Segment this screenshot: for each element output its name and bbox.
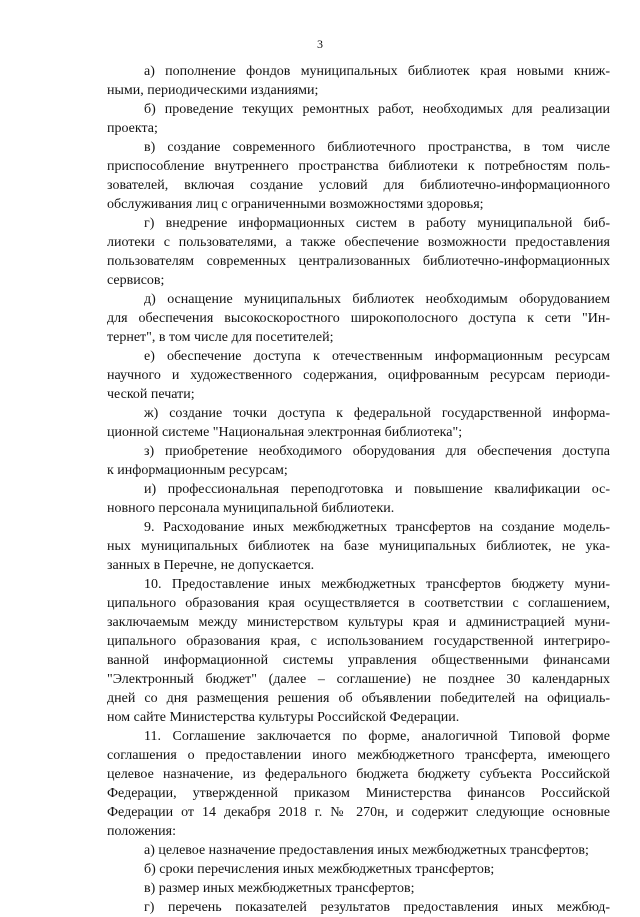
text-line: ных муниципальных библиотек на базе муниципальных библиотек, не ука-	[107, 539, 610, 554]
text-line: г) внедрение информационных систем в работу муниципальной биб-	[144, 216, 610, 231]
text-line: занных в Перечне, не допускается.	[107, 558, 315, 573]
text-line: проекта;	[107, 121, 158, 136]
text-line: 9. Расходование иных межбюджетных трансфертов на создание модель-	[144, 520, 610, 535]
text-line: ципального образования края, с использованием государственной интегриро-	[107, 634, 610, 649]
text-line: ционной системе "Национальная электронная библиотека";	[107, 425, 463, 440]
text-line: ж) создание точки доступа к федеральной государственной информа-	[144, 406, 610, 421]
text-line: ными, периодическими изданиями;	[107, 83, 319, 98]
text-line: 11. Соглашение заключается по форме, аналогичной Типовой форме	[144, 729, 610, 744]
text-line: б) сроки перечисления иных межбюджетных трансфертов;	[144, 862, 495, 877]
text-line: дней со дня размещения решения об объявлении победителей на официаль-	[107, 691, 610, 706]
text-line: для обеспечения высокоскоростного широкополосного доступа к сети "Ин-	[107, 311, 610, 326]
document-body	[107, 62, 610, 917]
text-line: ческой печати;	[107, 387, 195, 402]
text-line: б) проведение текущих ремонтных работ, необходимых для реализации	[144, 102, 610, 117]
text-line: положения:	[107, 824, 176, 839]
text-line: пользователям современных централизованных библиотечно-информационных	[107, 254, 610, 269]
text-line: к информационным ресурсам;	[107, 463, 288, 478]
text-line: ном сайте Министерства культуры Российской Федерации.	[107, 710, 460, 725]
text-line: зователей, включая создание условий для библиотечно-информационного	[107, 178, 610, 193]
text-line: обслуживания лиц с ограниченными возможностями здоровья;	[107, 197, 484, 212]
text-line: 10. Предоставление иных межбюджетных трансфертов бюджету муни-	[144, 577, 610, 592]
text-line: тернет", в том числе для посетителей;	[107, 330, 334, 345]
text-line: ванной информационной системы управления общественными финансами	[107, 653, 610, 668]
text-line: д) оснащение муниципальных библиотек необходимым оборудованием	[144, 292, 610, 307]
text-line: е) обеспечение доступа к отечественным информационным ресурсам	[144, 349, 610, 364]
text-line: а) пополнение фондов муниципальных библиотек края новыми книж-	[144, 64, 610, 79]
text-line: ципального образования края осуществляется в соответствии с соглашением,	[107, 596, 610, 611]
text-line: в) размер иных межбюджетных трансфертов;	[144, 881, 415, 896]
text-line: сервисов;	[107, 273, 165, 288]
text-line: соглашения о предоставлении иного межбюджетного трансферта, имеющего	[107, 748, 610, 763]
text-line: лиотеки с пользователями, а также обеспечение возможности предоставления	[107, 235, 610, 250]
text-line: заключаемым между министерством культуры края и администрацией муни-	[107, 615, 610, 630]
text-line: г) перечень показателей результатов предоставления иных межбюд-	[144, 900, 610, 915]
text-line: з) приобретение необходимого оборудования для обеспечения доступа	[144, 444, 610, 459]
text-line: приспособление внутреннего пространства библиотеки к потребностям поль-	[107, 159, 610, 174]
text-line: в) создание современного библиотечного пространства, в том числе	[144, 140, 610, 155]
page-number: 3	[317, 37, 323, 51]
text-line: целевое назначение, из федерального бюджета бюджету субъекта Российской	[107, 767, 610, 782]
text-line: научного и художественного содержания, оцифрованным ресурсам периоди-	[107, 368, 610, 383]
text-line: Федерации от 14 декабря 2018 г. № 270н, и содержит следующие основные	[107, 805, 610, 820]
text-line: Федерации, утвержденной приказом Министерства финансов Российской	[107, 786, 610, 801]
text-line: новного персонала муниципальной библиотеки.	[107, 501, 395, 516]
text-line: а) целевое назначение предоставления иных межбюджетных трансфертов;	[144, 843, 589, 858]
text-line: и) профессиональная переподготовка и повышение квалификации ос-	[144, 482, 610, 497]
text-line: "Электронный бюджет" (далее – соглашение) не позднее 30 календарных	[107, 672, 610, 687]
